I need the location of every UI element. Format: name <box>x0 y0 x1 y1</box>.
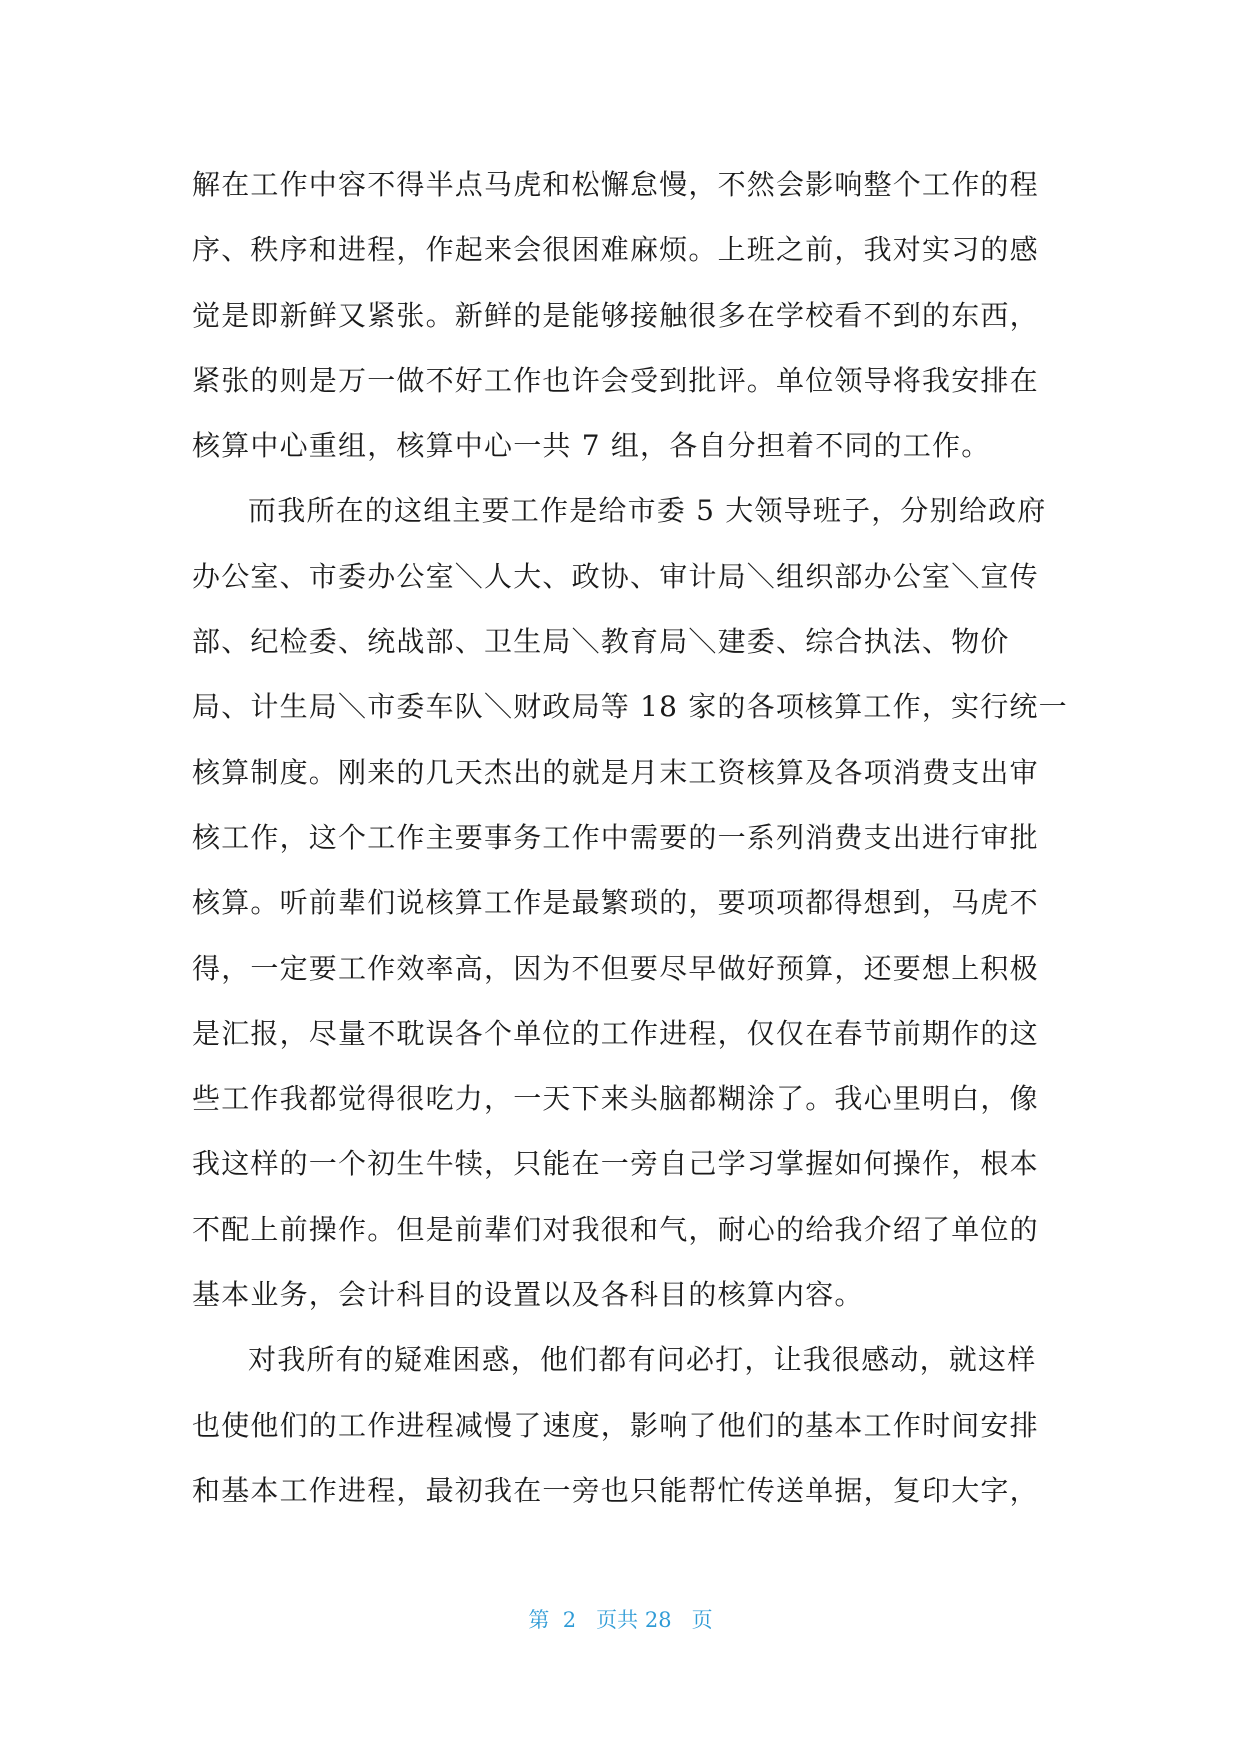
text-line: 局、计生局＼市委车队＼财政局等 18 家的各项核算工作，实行统一 <box>192 690 1068 724</box>
text-line: 基本业务，会计科目的设置以及各科目的核算内容。 <box>192 1278 864 1312</box>
total-pages-number: 28 <box>644 1608 672 1632</box>
text-line: 序、秩序和进程，作起来会很困难麻烦。上班之前，我对实习的感 <box>192 233 1039 267</box>
text-line: 得，一定要工作效率高，因为不但要尽早做好预算，还要想上积极 <box>192 951 1039 985</box>
text-line: 我这样的一个初生牛犊，只能在一旁自己学习掌握如何操作，根本 <box>192 1147 1039 1181</box>
footer-middle: 页共 <box>596 1608 639 1632</box>
text-line: 核算。听前辈们说核算工作是最繁琐的，要项项都得想到，马虎不 <box>192 886 1039 920</box>
text-line: 核工作，这个工作主要事务工作中需要的一系列消费支出进行审批 <box>192 820 1039 854</box>
text-line: 和基本工作进程，最初我在一旁也只能帮忙传送单据，复印大字， <box>192 1473 1039 1507</box>
text-line: 解在工作中容不得半点马虎和松懈怠慢，不然会影响整个工作的程 <box>192 168 1039 201</box>
footer-suffix: 页 <box>691 1608 713 1632</box>
text-line: 对我所有的疑难困惑，他们都有问必打，让我很感动，就这样 <box>248 1343 1037 1377</box>
body-text <box>192 152 1068 1523</box>
text-line: 些工作我都觉得很吃力，一天下来头脑都糊涂了。我心里明白，像 <box>192 1082 1039 1116</box>
text-line: 办公室、市委办公室＼人大、政协、审计局＼组织部办公室＼宣传 <box>192 559 1039 593</box>
text-line: 部、纪检委、统战部、卫生局＼教育局＼建委、综合执法、物价 <box>192 625 1010 659</box>
text-line: 核算制度。刚来的几天杰出的就是月末工资核算及各项消费支出审 <box>192 755 1039 789</box>
footer-prefix: 第 <box>528 1608 550 1632</box>
text-line: 紧张的则是万一做不好工作也许会受到批评。单位领导将我安排在 <box>192 363 1039 397</box>
text-line: 是汇报，尽量不耽误各个单位的工作进程，仅仅在春节前期作的这 <box>192 1016 1039 1050</box>
text-line: 不配上前操作。但是前辈们对我很和气，耐心的给我介绍了单位的 <box>192 1212 1039 1246</box>
text-line: 核算中心重组，核算中心一共 7 组，各自分担着不同的工作。 <box>192 429 991 463</box>
page-footer <box>0 1604 1241 1634</box>
text-line: 觉是即新鲜又紧张。新鲜的是能够接触很多在学校看不到的东西， <box>192 298 1039 332</box>
text-line: 也使他们的工作进程减慢了速度，影响了他们的基本工作时间安排 <box>192 1408 1039 1442</box>
text-line: 而我所在的这组主要工作是给市委 5 大领导班子，分别给政府 <box>248 494 1047 528</box>
current-page-number: 2 <box>562 1608 577 1632</box>
